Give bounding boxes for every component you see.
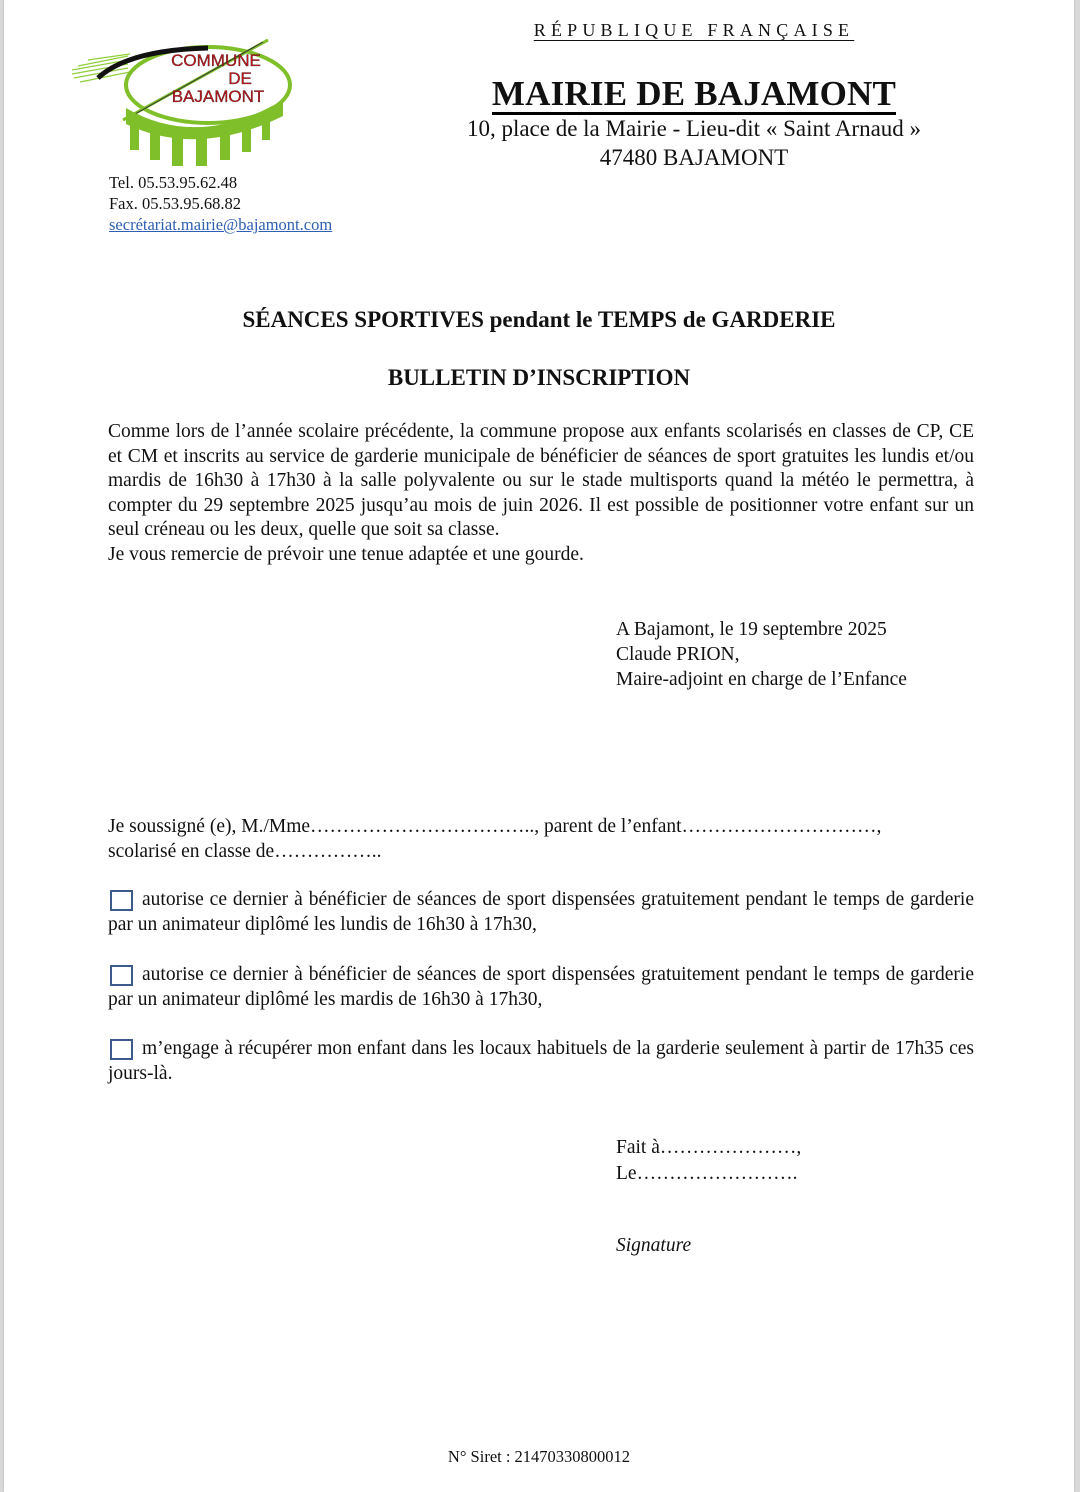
- document-subtitle: BULLETIN D’INSCRIPTION: [387, 365, 691, 390]
- document-title: SÉANCES SPORTIVES pendant le TEMPS de GARDERIE: [242, 307, 836, 332]
- intro-text: [108, 420, 974, 568]
- logo-text-line3: BAJAMONT: [171, 87, 265, 106]
- signoff-block: [616, 617, 907, 692]
- fax-number: Fax. 05.53.95.68.82: [109, 194, 241, 213]
- option-monday: [108, 888, 974, 937]
- signature-label: Signature: [616, 1235, 692, 1256]
- address-line-2: 47480 BAJAMONT: [599, 145, 789, 170]
- option-pickup-text: m’engage à récupérer mon enfant dans les locaux habituels de la garderie seulement à partir de 17h35 ces jours-là.: [108, 1038, 974, 1084]
- phone-number: Tel. 05.53.95.62.48: [109, 173, 238, 192]
- logo-graphic: [68, 30, 298, 170]
- checkbox-pickup[interactable]: [110, 1039, 133, 1060]
- mairie-title: MAIRIE DE BAJAMONT: [491, 74, 897, 113]
- logo-text-line2: DE: [228, 69, 252, 88]
- document-page: [4, 0, 1074, 1492]
- form-parent-line[interactable]: Je soussigné (e), M./Mme…………………………….., parent de l’enfant…………………………,: [108, 816, 882, 837]
- intro-note: Je vous remercie de prévoir une tenue adaptée et une gourde.: [108, 543, 584, 565]
- option-pickup: [108, 1037, 974, 1086]
- signoff-place-date: A Bajamont, le 19 septembre 2025: [616, 619, 887, 640]
- intro-paragraph: Comme lors de l’année scolaire précédente, la commune propose aux enfants scolarisés en classes de CP, CE et CM et inscrits au service de garderie municipale de bénéficier de séances de sport gratuites les lundis et/ou mardis de 16h30 à 17h30 à la salle polyvalente ou sur le stade multisports quand la météo le permettra, à compter du 29 septembre 2025 jusqu’au mois de juin 2026. Il est possible de positionner votre enfant sur un seul créneau ou les deux, quelle que soit sa classe.: [108, 421, 974, 541]
- form-class-line[interactable]: scolarisé en classe de……………..: [108, 840, 382, 862]
- form-identity-section: [108, 815, 974, 864]
- fait-a-field[interactable]: Fait à…………………,: [616, 1137, 802, 1158]
- place-date-fields: [616, 1135, 801, 1187]
- commune-logo: [68, 30, 298, 170]
- option-tuesday: [108, 963, 974, 1012]
- address-line-1: 10, place de la Mairie - Lieu-dit « Saint Arnaud »: [466, 116, 922, 141]
- republique-heading: RÉPUBLIQUE FRANÇAISE: [533, 20, 855, 40]
- signoff-name: Claude PRION,: [616, 644, 740, 665]
- checkbox-monday[interactable]: [110, 890, 133, 911]
- siret-footer: N° Siret : 21470330800012: [447, 1447, 631, 1466]
- checkbox-tuesday[interactable]: [110, 965, 133, 986]
- option-monday-text: autorise ce dernier à bénéficier de séances de sport dispensées gratuitement pendant le temps de garderie par un animateur diplômé les lundis de 16h30 à 17h30,: [108, 889, 974, 935]
- option-tuesday-text: autorise ce dernier à bénéficier de séances de sport dispensées gratuitement pendant le temps de garderie par un animateur diplômé les mardis de 16h30 à 17h30,: [108, 964, 974, 1010]
- mairie-address: [424, 114, 964, 172]
- contact-block: [109, 172, 332, 235]
- email-link[interactable]: secrétariat.mairie@bajamont.com: [109, 215, 333, 234]
- signoff-role: Maire-adjoint en charge de l’Enfance: [616, 669, 907, 690]
- logo-text-line1: COMMUNE: [171, 51, 261, 70]
- le-field[interactable]: Le…………………….: [616, 1163, 798, 1184]
